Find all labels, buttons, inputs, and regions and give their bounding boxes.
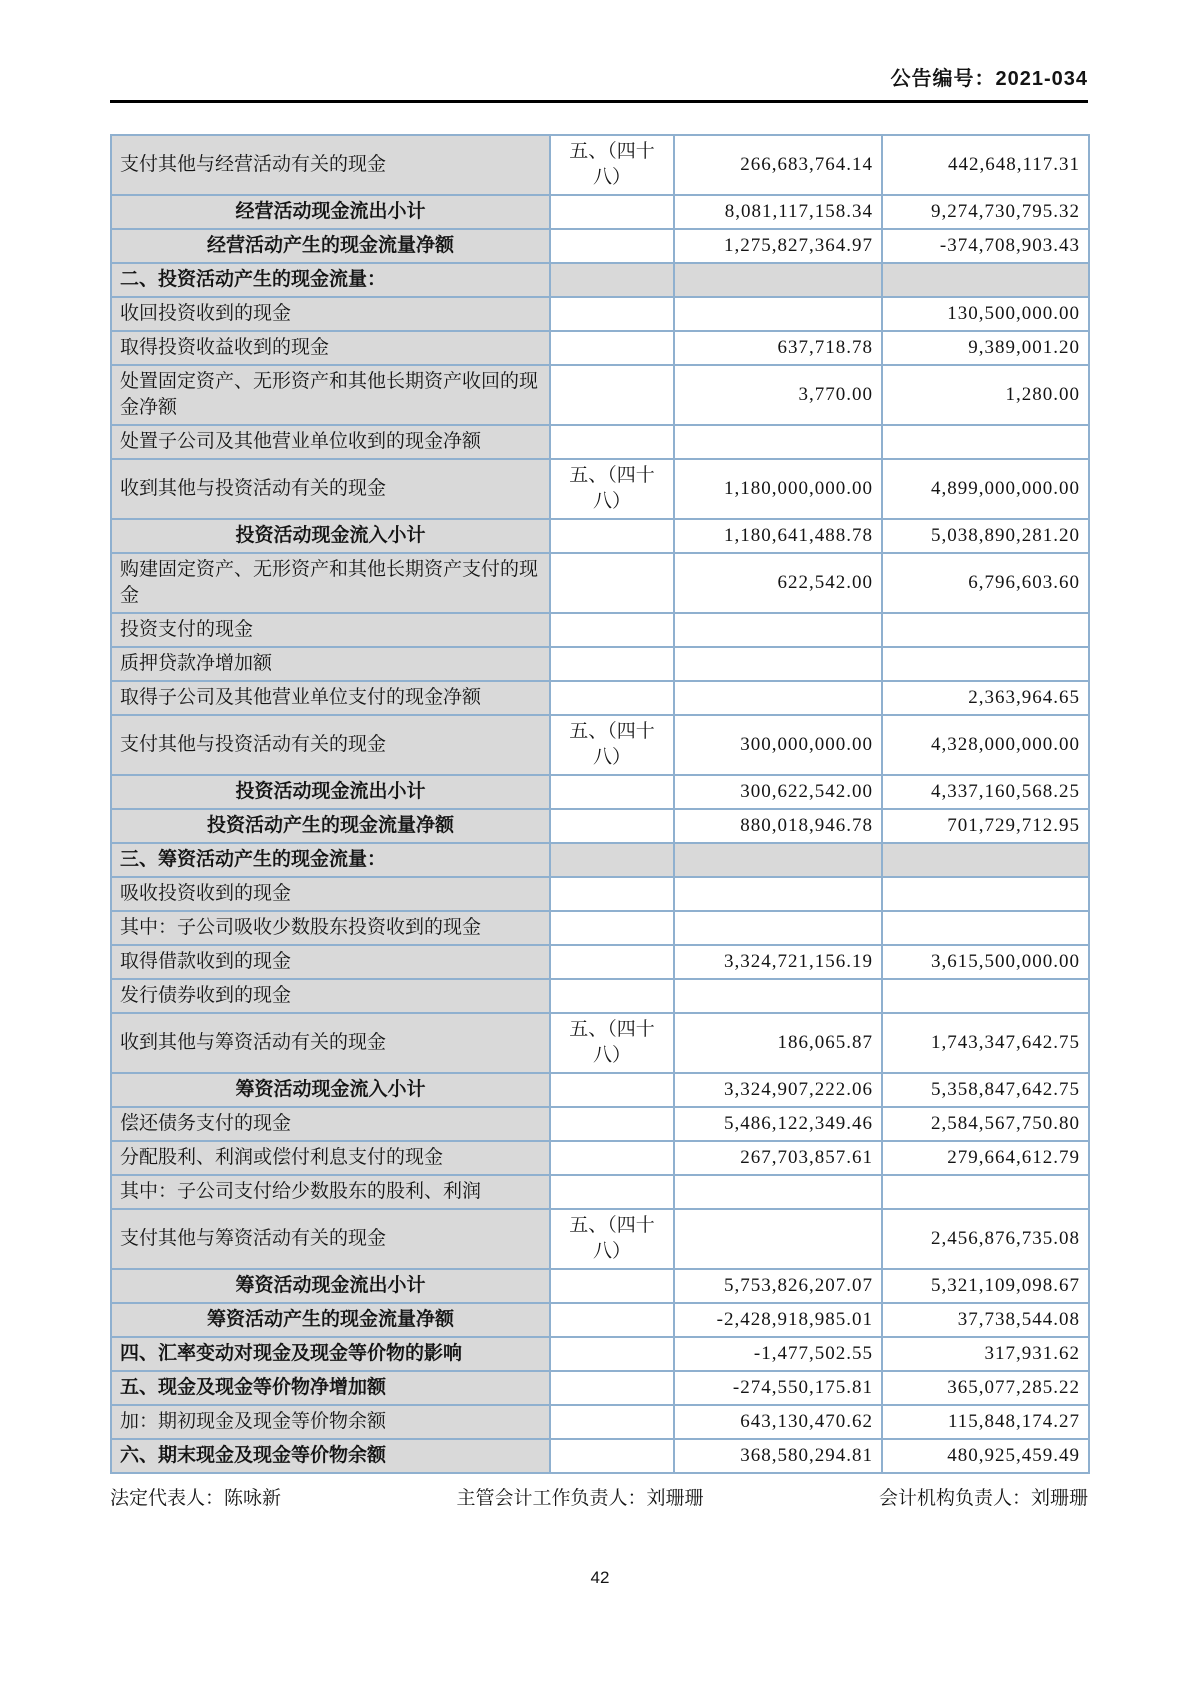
note-reference-cell	[550, 553, 674, 613]
amount-prior-cell: 4,328,000,000.00	[882, 715, 1089, 775]
item-cell: 收到其他与筹资活动有关的现金	[111, 1013, 550, 1073]
amount-current-cell	[674, 1209, 882, 1269]
amount-prior-cell: 1,743,347,642.75	[882, 1013, 1089, 1073]
amount-prior-cell: 2,456,876,735.08	[882, 1209, 1089, 1269]
note-reference-cell	[550, 1303, 674, 1337]
table-row	[111, 1013, 1089, 1073]
table-row	[111, 519, 1089, 553]
amount-prior-cell	[882, 843, 1089, 877]
item-cell: 投资活动现金流入小计	[111, 519, 550, 553]
amount-prior-cell: 5,358,847,642.75	[882, 1073, 1089, 1107]
table-row	[111, 911, 1089, 945]
amount-current-cell: 3,324,907,222.06	[674, 1073, 882, 1107]
note-reference-cell	[550, 365, 674, 425]
table-row	[111, 809, 1089, 843]
item-cell: 五、现金及现金等价物净增加额	[111, 1371, 550, 1405]
table-row	[111, 553, 1089, 613]
amount-current-cell: 5,486,122,349.46	[674, 1107, 882, 1141]
amount-prior-cell: 2,584,567,750.80	[882, 1107, 1089, 1141]
item-cell: 质押贷款净增加额	[111, 647, 550, 681]
amount-prior-cell: 317,931.62	[882, 1337, 1089, 1371]
note-reference-cell: 五、（四十八）	[550, 459, 674, 519]
note-reference-cell	[550, 1371, 674, 1405]
amount-current-cell: 880,018,946.78	[674, 809, 882, 843]
table-row	[111, 195, 1089, 229]
item-cell: 投资活动产生的现金流量净额	[111, 809, 550, 843]
table-row	[111, 331, 1089, 365]
item-cell: 投资支付的现金	[111, 613, 550, 647]
table-row	[111, 263, 1089, 297]
item-cell: 分配股利、利润或偿付利息支付的现金	[111, 1141, 550, 1175]
amount-prior-cell: 115,848,174.27	[882, 1405, 1089, 1439]
table-row	[111, 425, 1089, 459]
note-reference-cell	[550, 775, 674, 809]
note-reference-cell: 五、（四十八）	[550, 1013, 674, 1073]
note-reference-cell	[550, 647, 674, 681]
item-cell: 四、汇率变动对现金及现金等价物的影响	[111, 1337, 550, 1371]
amount-current-cell	[674, 877, 882, 911]
note-reference-cell	[550, 1107, 674, 1141]
table-row	[111, 1141, 1089, 1175]
table-row	[111, 775, 1089, 809]
amount-prior-cell: 3,615,500,000.00	[882, 945, 1089, 979]
item-cell: 支付其他与投资活动有关的现金	[111, 715, 550, 775]
amount-current-cell	[674, 681, 882, 715]
amount-current-cell: 1,180,000,000.00	[674, 459, 882, 519]
amount-current-cell: 266,683,764.14	[674, 135, 882, 195]
amount-prior-cell: 6,796,603.60	[882, 553, 1089, 613]
legal-representative: 法定代表人：陈咏新	[110, 1488, 282, 1509]
table-row	[111, 229, 1089, 263]
amount-prior-cell	[882, 877, 1089, 911]
amount-current-cell	[674, 979, 882, 1013]
table-row	[111, 647, 1089, 681]
amount-prior-cell	[882, 911, 1089, 945]
note-reference-cell	[550, 1269, 674, 1303]
item-cell: 处置固定资产、无形资产和其他长期资产收回的现金净额	[111, 365, 550, 425]
table-row	[111, 297, 1089, 331]
item-cell: 六、期末现金及现金等价物余额	[111, 1439, 550, 1473]
item-cell: 偿还债务支付的现金	[111, 1107, 550, 1141]
item-cell: 投资活动现金流出小计	[111, 775, 550, 809]
note-reference-cell: 五、（四十八）	[550, 715, 674, 775]
table-row	[111, 1107, 1089, 1141]
amount-current-cell: -1,477,502.55	[674, 1337, 882, 1371]
table-row	[111, 459, 1089, 519]
item-cell: 三、筹资活动产生的现金流量：	[111, 843, 550, 877]
table-row	[111, 1439, 1089, 1473]
note-reference-cell: 五、（四十八）	[550, 135, 674, 195]
amount-current-cell: 300,000,000.00	[674, 715, 882, 775]
note-reference-cell	[550, 877, 674, 911]
table-row	[111, 1371, 1089, 1405]
table-row	[111, 1337, 1089, 1371]
amount-current-cell: 267,703,857.61	[674, 1141, 882, 1175]
amount-current-cell: 1,275,827,364.97	[674, 229, 882, 263]
note-reference-cell	[550, 613, 674, 647]
note-reference-cell	[550, 945, 674, 979]
item-cell: 筹资活动现金流出小计	[111, 1269, 550, 1303]
amount-current-cell	[674, 1175, 882, 1209]
table-row	[111, 1209, 1089, 1269]
item-cell: 支付其他与筹资活动有关的现金	[111, 1209, 550, 1269]
amount-prior-cell: 4,899,000,000.00	[882, 459, 1089, 519]
item-cell: 其中：子公司支付给少数股东的股利、利润	[111, 1175, 550, 1209]
note-reference-cell	[550, 1439, 674, 1473]
table-row	[111, 877, 1089, 911]
amount-prior-cell: 4,337,160,568.25	[882, 775, 1089, 809]
table-row	[111, 1175, 1089, 1209]
announcement-number: 公告编号：2021-034	[890, 68, 1088, 90]
item-cell: 支付其他与经营活动有关的现金	[111, 135, 550, 195]
amount-current-cell	[674, 843, 882, 877]
table-row	[111, 715, 1089, 775]
amount-prior-cell	[882, 613, 1089, 647]
amount-prior-cell: 2,363,964.65	[882, 681, 1089, 715]
amount-current-cell: 1,180,641,488.78	[674, 519, 882, 553]
amount-prior-cell	[882, 263, 1089, 297]
amount-prior-cell: 37,738,544.08	[882, 1303, 1089, 1337]
amount-prior-cell: 701,729,712.95	[882, 809, 1089, 843]
amount-current-cell: 622,542.00	[674, 553, 882, 613]
note-reference-cell	[550, 843, 674, 877]
note-reference-cell	[550, 331, 674, 365]
note-reference-cell	[550, 1405, 674, 1439]
table-row	[111, 135, 1089, 195]
item-cell: 发行债券收到的现金	[111, 979, 550, 1013]
table-row	[111, 979, 1089, 1013]
note-reference-cell	[550, 1141, 674, 1175]
amount-current-cell	[674, 297, 882, 331]
item-cell: 取得借款收到的现金	[111, 945, 550, 979]
signature-line	[110, 1485, 1088, 1513]
item-cell: 筹资活动产生的现金流量净额	[111, 1303, 550, 1337]
item-cell: 经营活动现金流出小计	[111, 195, 550, 229]
amount-current-cell: 5,753,826,207.07	[674, 1269, 882, 1303]
amount-prior-cell	[882, 647, 1089, 681]
note-reference-cell	[550, 297, 674, 331]
amount-prior-cell: 480,925,459.49	[882, 1439, 1089, 1473]
amount-current-cell: -274,550,175.81	[674, 1371, 882, 1405]
amount-current-cell: 8,081,117,158.34	[674, 195, 882, 229]
amount-prior-cell	[882, 979, 1089, 1013]
item-cell: 吸收投资收到的现金	[111, 877, 550, 911]
amount-current-cell: 300,622,542.00	[674, 775, 882, 809]
amount-current-cell	[674, 647, 882, 681]
amount-current-cell: 637,718.78	[674, 331, 882, 365]
amount-prior-cell: 279,664,612.79	[882, 1141, 1089, 1175]
note-reference-cell	[550, 425, 674, 459]
note-reference-cell	[550, 1337, 674, 1371]
note-reference-cell: 五、（四十八）	[550, 1209, 674, 1269]
item-cell: 其中：子公司吸收少数股东投资收到的现金	[111, 911, 550, 945]
amount-current-cell: 3,770.00	[674, 365, 882, 425]
amount-current-cell	[674, 425, 882, 459]
item-cell: 取得投资收益收到的现金	[111, 331, 550, 365]
item-cell: 购建固定资产、无形资产和其他长期资产支付的现金	[111, 553, 550, 613]
amount-current-cell	[674, 911, 882, 945]
table-row	[111, 365, 1089, 425]
amount-current-cell	[674, 263, 882, 297]
item-cell: 收到其他与投资活动有关的现金	[111, 459, 550, 519]
amount-current-cell: 186,065.87	[674, 1013, 882, 1073]
amount-current-cell: -2,428,918,985.01	[674, 1303, 882, 1337]
note-reference-cell	[550, 519, 674, 553]
note-reference-cell	[550, 1175, 674, 1209]
amount-prior-cell	[882, 425, 1089, 459]
table-row	[111, 681, 1089, 715]
item-cell: 加：期初现金及现金等价物余额	[111, 1405, 550, 1439]
table-row	[111, 945, 1089, 979]
amount-prior-cell: 1,280.00	[882, 365, 1089, 425]
table-row	[111, 1303, 1089, 1337]
amount-prior-cell	[882, 1175, 1089, 1209]
cash-flow-table	[110, 134, 1090, 1474]
amount-prior-cell: 442,648,117.31	[882, 135, 1089, 195]
amount-prior-cell: 130,500,000.00	[882, 297, 1089, 331]
table-row	[111, 843, 1089, 877]
note-reference-cell	[550, 809, 674, 843]
item-cell: 二、投资活动产生的现金流量：	[111, 263, 550, 297]
page-number: 42	[590, 1568, 610, 1587]
amount-prior-cell: 5,038,890,281.20	[882, 519, 1089, 553]
amount-current-cell: 643,130,470.62	[674, 1405, 882, 1439]
accounting-department-head: 会计机构负责人：刘珊珊	[878, 1488, 1088, 1509]
table-row	[111, 1269, 1089, 1303]
table-row	[111, 1405, 1089, 1439]
chief-accounting-officer: 主管会计工作负责人：刘珊珊	[456, 1488, 704, 1509]
amount-current-cell: 3,324,721,156.19	[674, 945, 882, 979]
amount-current-cell: 368,580,294.81	[674, 1439, 882, 1473]
amount-prior-cell: 9,274,730,795.32	[882, 195, 1089, 229]
note-reference-cell	[550, 229, 674, 263]
note-reference-cell	[550, 681, 674, 715]
note-reference-cell	[550, 263, 674, 297]
note-reference-cell	[550, 195, 674, 229]
amount-prior-cell: 9,389,001.20	[882, 331, 1089, 365]
item-cell: 收回投资收到的现金	[111, 297, 550, 331]
note-reference-cell	[550, 1073, 674, 1107]
header-rule	[110, 100, 1088, 103]
table-row	[111, 1073, 1089, 1107]
item-cell: 经营活动产生的现金流量净额	[111, 229, 550, 263]
amount-current-cell	[674, 613, 882, 647]
note-reference-cell	[550, 911, 674, 945]
item-cell: 处置子公司及其他营业单位收到的现金净额	[111, 425, 550, 459]
amount-prior-cell: -374,708,903.43	[882, 229, 1089, 263]
note-reference-cell	[550, 979, 674, 1013]
amount-prior-cell: 5,321,109,098.67	[882, 1269, 1089, 1303]
item-cell: 取得子公司及其他营业单位支付的现金净额	[111, 681, 550, 715]
item-cell: 筹资活动现金流入小计	[111, 1073, 550, 1107]
table-row	[111, 613, 1089, 647]
amount-prior-cell: 365,077,285.22	[882, 1371, 1089, 1405]
